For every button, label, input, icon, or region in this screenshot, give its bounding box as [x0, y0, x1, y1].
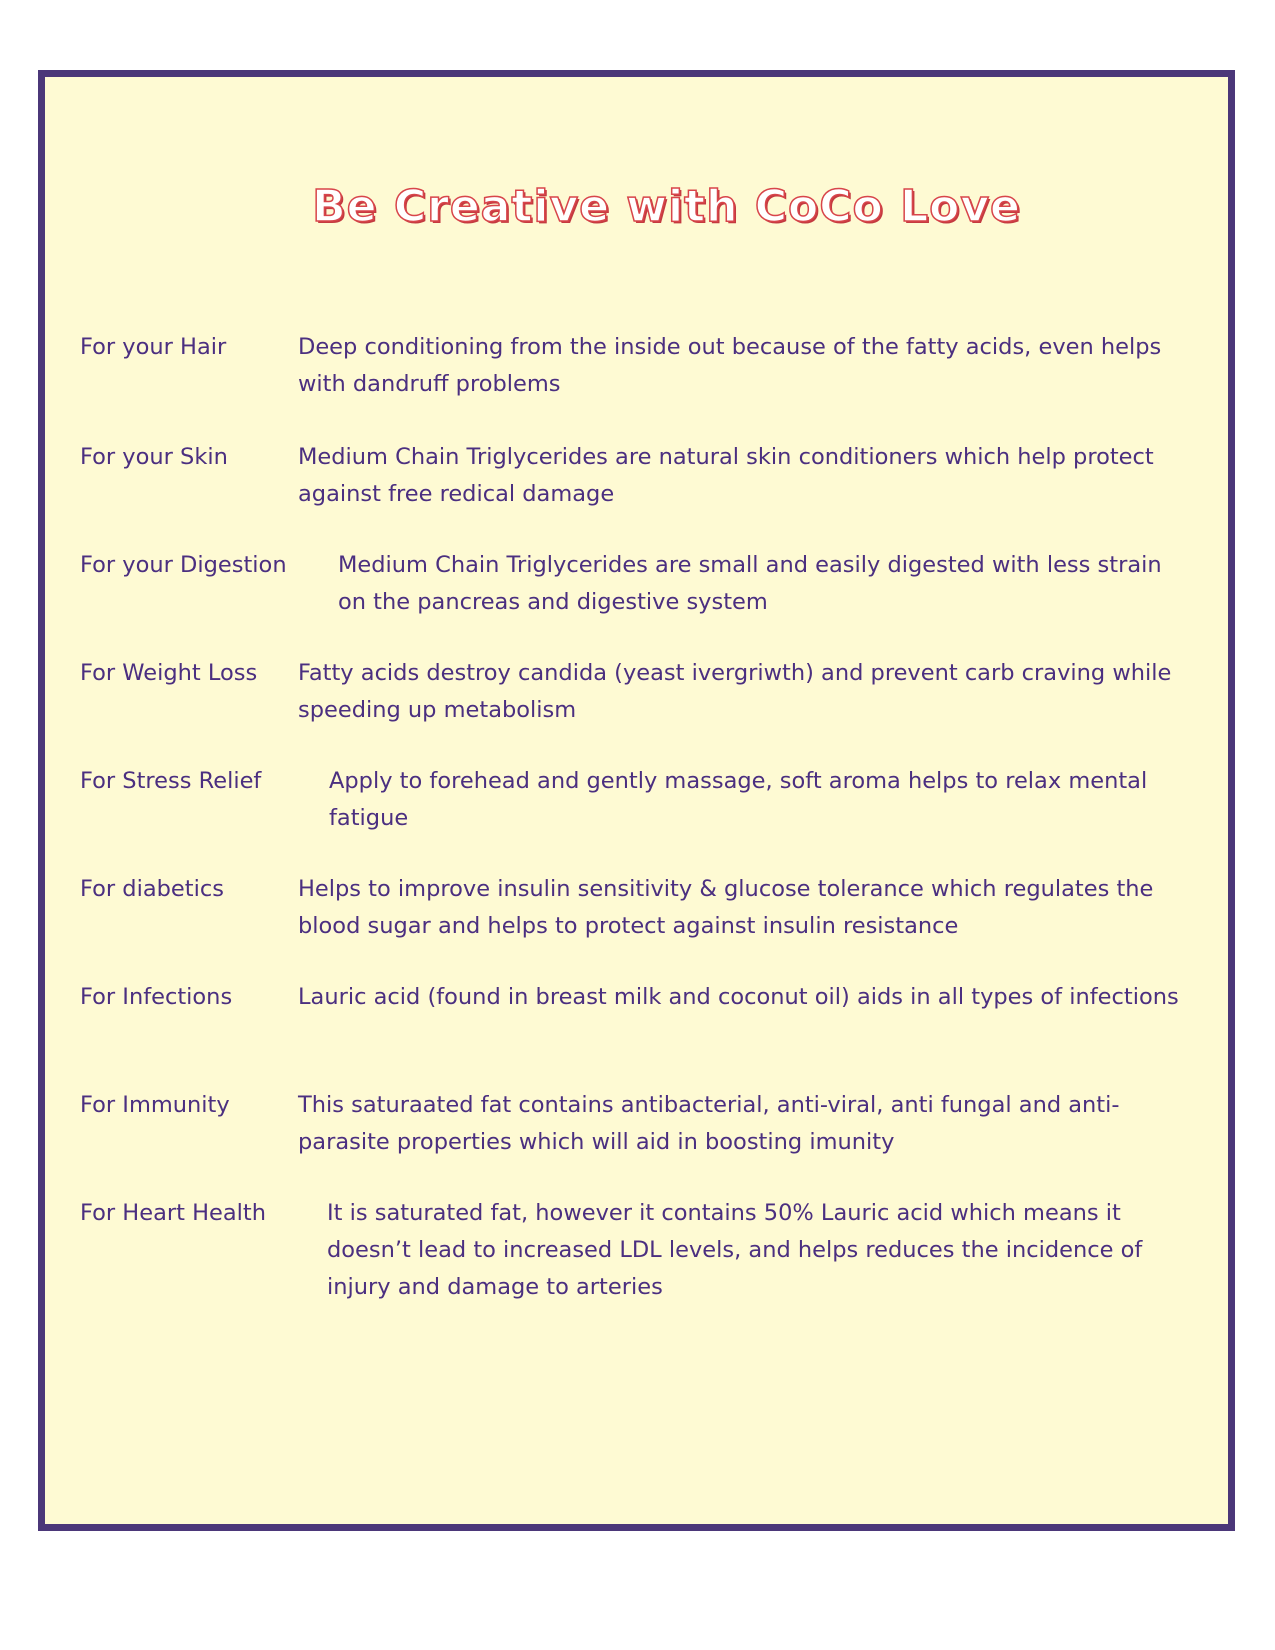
item-label: For Stress Relief: [80, 768, 262, 794]
list-item-stress-relief: [80, 763, 1183, 837]
list-item-heart-health: [80, 1195, 1183, 1306]
list-item-infections: [80, 979, 1183, 1016]
item-description: Apply to forehead and gently massage, soft aroma helps to relax mental fatigue: [329, 768, 1148, 831]
list-item-digestion: [80, 547, 1183, 621]
list-item-hair: [80, 329, 1183, 403]
item-description: It is saturated fat, however it contains 50% Lauric acid which means it doesn’t lead to increased LDL levels, and helps reduces the incidence of injury and damage to arteries: [327, 1200, 1143, 1300]
item-label: For your Digestion: [80, 552, 287, 578]
item-label: For diabetics: [80, 876, 224, 902]
item-description: Helps to improve insulin sensitivity & glucose tolerance which regulates the blood sugar and helps to protect against insulin resistance: [298, 876, 1154, 939]
item-label: For Heart Health: [80, 1200, 266, 1226]
item-label: For Infections: [80, 984, 233, 1010]
item-label: For Immunity: [80, 1092, 230, 1118]
item-description: Fatty acids destroy candida (yeast ivergriwth) and prevent carb craving while speeding up metabolism: [298, 660, 1172, 723]
item-label: For Weight Loss: [80, 660, 258, 686]
list-item-skin: [80, 439, 1183, 513]
item-description: Medium Chain Triglycerides are natural skin conditioners which help protect against free redical damage: [298, 444, 1154, 507]
item-label: For your Skin: [80, 444, 228, 470]
page-title: Be Creative with CoCo Love: [312, 181, 1021, 232]
page-frame: [38, 70, 1235, 1531]
item-label: For your Hair: [80, 334, 227, 360]
item-description: Medium Chain Triglycerides are small and easily digested with less strain on the pancreas and digestive system: [338, 552, 1162, 615]
list-item-diabetics: [80, 871, 1183, 945]
item-description: Deep conditioning from the inside out because of the fatty acids, even helps with dandruff problems: [298, 334, 1162, 397]
item-description: Lauric acid (found in breast milk and coconut oil) aids in all types of infections: [298, 984, 1179, 1010]
list-item-weight-loss: [80, 655, 1183, 729]
list-item-immunity: [80, 1087, 1183, 1161]
item-description: This saturaated fat contains antibacterial, anti-viral, anti fungal and anti-parasite properties which will aid in boosting imunity: [298, 1092, 1120, 1155]
